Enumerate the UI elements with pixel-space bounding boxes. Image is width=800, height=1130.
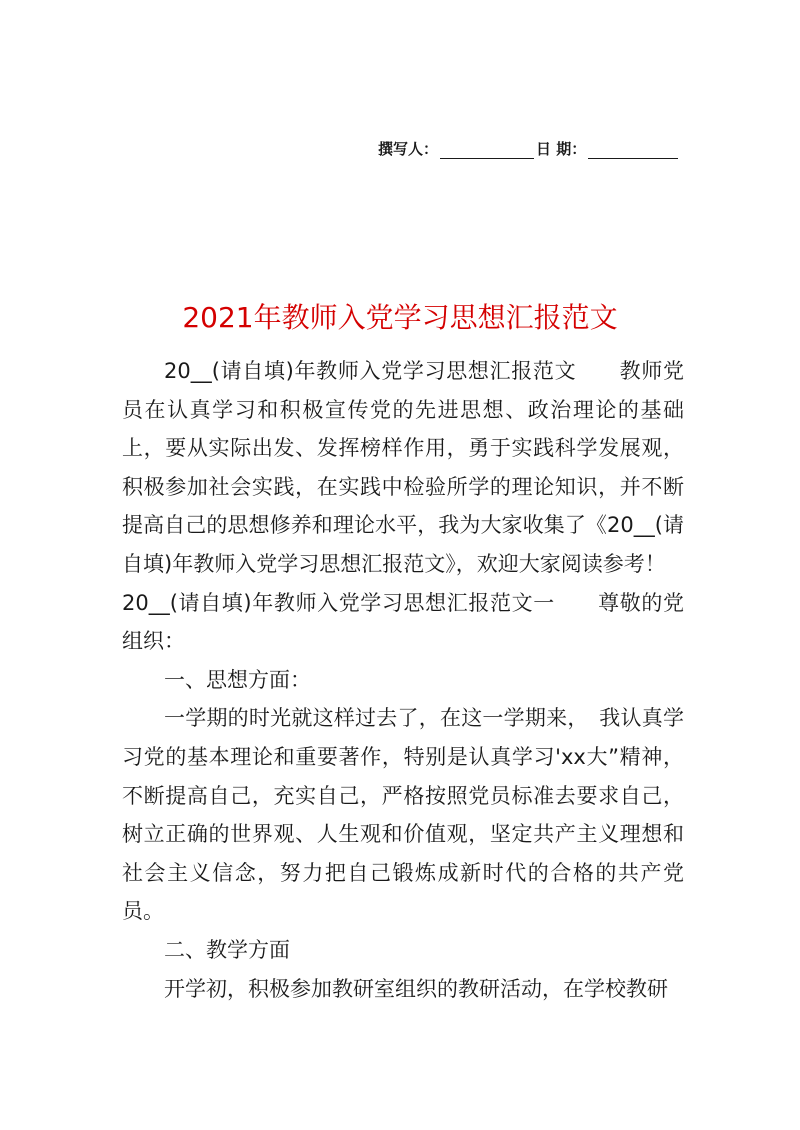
author-label: 撰写人：	[378, 140, 439, 158]
teaching-paragraph: 开学初，积极参加教研室组织的教研活动，在学校教研	[164, 976, 668, 1001]
subheading-teaching: 二、教学方面	[164, 937, 290, 962]
subheading-thought: 一、思想方面：	[164, 667, 311, 692]
date-label: 日 期：	[536, 140, 587, 158]
document-body	[122, 352, 684, 1008]
author-date-line	[378, 138, 698, 159]
intro-paragraph: 20__(请自填)年教师入党学习思想汇报范文 教师党员在认真学习和积极宣传党的先进思想、政治理论的基础上，要从实际出发、发挥榜样作用，勇于实践科学发展观，积极参加社会实践，在实践中检验所学的理论知识，并不断提高自己的思想修养和理论水平，我为大家收集了《20__(请自填)年教师入党学习思想汇报范文》，欢迎大家阅读参考！	[122, 359, 684, 576]
thought-paragraph: 一学期的时光就这样过去了，在这一学期来， 我认真学习党的基本理论和重要著作，特别是认真学习'xx大”精神，不断提高自己，充实自己，严格按照党员标准去要求自己，树立正确的世界观、人生观和价值观，坚定共产主义理想和社会主义信念，努力把自己锻炼成新时代的合格的共产党员。	[122, 706, 684, 924]
author-blank	[440, 144, 534, 159]
section-heading-paragraph: 20__(请自填)年教师入党学习思想汇报范文一 尊敬的党组织：	[122, 590, 684, 654]
document-title: 2021年教师入党学习思想汇报范文	[182, 301, 618, 334]
date-blank	[588, 144, 678, 159]
